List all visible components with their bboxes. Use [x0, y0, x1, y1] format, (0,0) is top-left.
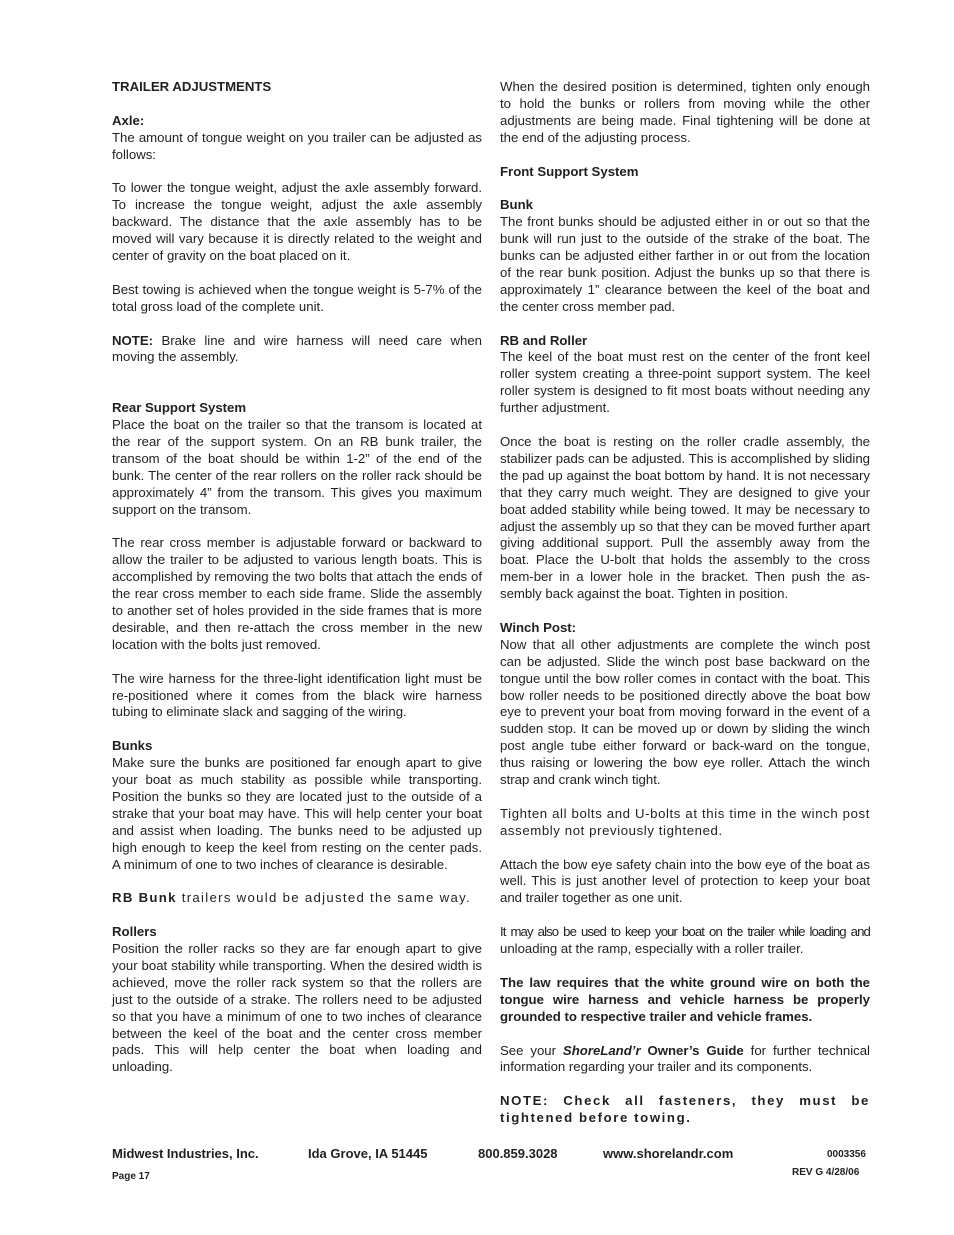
winch-paragraph-4-line-2: unloading at the ramp, especially with a roller trailer. — [500, 941, 804, 957]
winch-paragraph-4 — [500, 924, 870, 958]
footer-website: www.shorelandr.com — [603, 1146, 734, 1161]
section-title: TRAILER ADJUSTMENTS — [112, 79, 272, 94]
rb-bunk-label: RB Bunk — [112, 890, 177, 906]
see-guide-paragraph: See your ShoreLand’r Owner’s Guide for further technical information regarding your trailer and its components. — [500, 1042, 870, 1075]
footer-doc-number: 0003356 — [827, 1149, 866, 1160]
rb-roller-heading: RB and Roller — [500, 332, 588, 348]
bunks-heading: Bunks — [112, 738, 153, 754]
axle-paragraph-1: The amount of tongue weight on you trailer can be adjusted as follows: — [112, 129, 482, 162]
intro-paragraph: When the desired position is determined, tighten only enough to hold the bunks or rollers from moving while the other adjustments are being made. Final tightening will be done at the end of the adjusting process. — [500, 79, 870, 145]
winch-paragraph-2: Tighten all bolts and U-bolts at this time in the winch post assembly not previously tightened. — [500, 805, 870, 838]
rb-bunk-paragraph — [112, 890, 482, 907]
law-paragraph: The law requires that the white ground wire on both the tongue wire harness and vehicle harness be properly grounded to respective trailer and vehicle frames. — [500, 974, 870, 1024]
axle-paragraph-3: Best towing is achieved when the tongue weight is 5-7% of the total gross load of the complete unit. — [112, 281, 482, 314]
rear-support-heading: Rear Support System — [112, 400, 247, 416]
note-paragraph — [112, 333, 482, 367]
final-note: NOTE: Check all fasteners, they must be tightened before towing. — [500, 1093, 870, 1126]
rollers-heading: Rollers — [112, 924, 157, 940]
winch-post-heading: Winch Post: — [500, 619, 577, 635]
footer-city: Ida Grove, IA 51445 — [308, 1146, 428, 1161]
winch-paragraph-3: Attach the bow eye safety chain into the bow eye of the boat as well. This is just another level of protection to keep your boat and trailer together as one unit. — [500, 856, 870, 906]
bunks-paragraph: Make sure the bunks are positioned far enough apart to give your boat as much stability as possible while transporting. Position the bunks so they are located just to the outside of a strake that your boat may have. This will help center your boat and assist when loading. The bunks need to be adjusted up high enough to keep the keel from resting on the center pads. A minimum of one to two inches of clearance is desirable. — [112, 755, 482, 872]
bunk-heading: Bunk — [500, 197, 533, 213]
footer-phone: 800.859.3028 — [478, 1146, 558, 1161]
rear-paragraph-1: Place the boat on the trailer so that the transom is located at the rear of the support system. On an RB bunk trailer, the transom of the boat should be within 1-2” of the end of the bunk. The center of the rear rollers on the roller rack should be approximately 4” from the transom. This gives you maximum support on the transom. — [112, 417, 482, 517]
owners-guide: Owner’s Guide — [640, 1042, 744, 1058]
rear-paragraph-2: The rear cross member is adjustable forward or backward to allow the trailer to be adjusted to various length boats. This is accomplished by removing the two bolts that attach the ends of the rear cross member to each side frame. Slide the assembly to another set of holes provided in the side frames that is more desirable, and then re-attach the cross member in the new location with the bolts just removed. — [112, 535, 482, 652]
footer-company: Midwest Industries, Inc. — [112, 1146, 259, 1161]
rb-roller-paragraph-2: Once the boat is resting on the roller cradle assembly, the stabilizer pads can be adjusted. This is accomplished by sliding the pad up against the boat bottom by hand. It is not necessary that they carry much weight. They are designed to give your boat added stability while being towed. It may be necessary to adjust the assembly up so that they can be moved further apart giving additional support. Pull the assembly away from the boat. Place the U-bolt that holds the assembly to the cross mem-ber in a lower hole in the bracket. Then push the as-sembly back against the boat. Tighten in position. — [500, 433, 870, 602]
rear-paragraph-3: The wire harness for the three-light identification light must be re-positioned where it comes from the black wire harness tubing to eliminate slack and sagging of the wiring. — [112, 670, 482, 720]
brand-name: ShoreLand’r — [562, 1042, 641, 1058]
note-label: NOTE: — [112, 332, 154, 348]
winch-paragraph-1: Now that all other adjustments are complete the winch post can be adjusted. Slide the winch post base backward on the tongue until the bow roller comes in contact with the boat. This bow roller needs to be positioned directly above the boat bow eye to prevent your boat from moving forward in the event of a sudden stop. It can be moved up or down by sliding the winch post angle tube either forward or back-ward on the tongue, thus raising or lowering the bow eye roller. Attach the winch strap and crank winch tight. — [500, 636, 870, 788]
rb-bunk-text: trailers would be adjusted the same way. — [176, 890, 471, 906]
rollers-paragraph: Position the roller racks so they are far enough apart to give your boat stability while transporting. When the desired width is achieved, move the roller rack system so that the rollers are just to the outside of a strake. The rollers need to be adjusted so that you have a minimum of one to two inches of clearance between the keel of the boat and the center cross member pads. This will help center the boat when loading and unloading. — [112, 941, 482, 1075]
rb-roller-paragraph-1: The keel of the boat must rest on the center of the front keel roller system creating a three-point support system. The keel roller system is designed to fit most boats without needing any further adjustment. — [500, 349, 870, 416]
right-column — [500, 79, 870, 1127]
bunk-paragraph: The front bunks should be adjusted either in or out so that the bunk will run just to the outside of the strake of the boat. The bunks can be adjusted either farther in or out from the location of the rear bunk position. Adjust the bunks up so that there is approximately 1” clearance between the keel of the boat and the center cross member pad. — [500, 214, 870, 314]
axle-heading: Axle: — [112, 112, 145, 128]
axle-paragraph-2: To lower the tongue weight, adjust the axle assembly forward. To increase the tongue weight, adjust the axle assembly backward. The distance that the axle assembly has to be moved will vary because it is directly related to the weight and center of gravity on the boat placed on it. — [112, 180, 482, 264]
front-support-heading: Front Support System — [500, 163, 639, 179]
footer-revision: REV G 4/28/06 — [792, 1167, 860, 1178]
footer-page-number: Page 17 — [112, 1171, 150, 1182]
note-text: Brake line and wire harness will need care when moving the assembly. — [112, 332, 482, 365]
left-column — [112, 79, 482, 1076]
winch-paragraph-4-line-1: It may also be used to keep your boat on the trailer while loading and — [500, 924, 870, 940]
